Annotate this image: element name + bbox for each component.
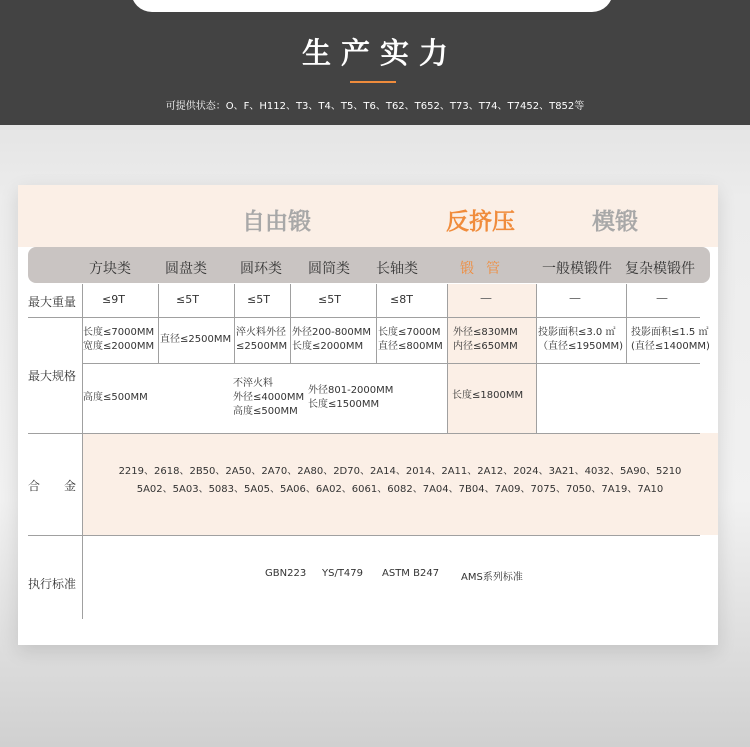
weight-general-die: — [569, 291, 581, 305]
sub-block: 方块类 [89, 261, 131, 277]
sub-disc: 圆盘类 [165, 261, 207, 277]
row-divider [28, 535, 700, 536]
spec-shaft-diameter: 直径≤800MM [378, 341, 443, 352]
standard-item: AMS系列标准 [461, 572, 523, 583]
weight-ring: ≤5T [247, 293, 270, 306]
alloy-list-line-1: 2219、2618、2B50、2A50、2A70、2A80、2D70、2A14、2014、2A11、2A12、2024、3A21、4032、5A90、5210 [118, 466, 682, 477]
page-title: 生产实力 [301, 36, 458, 70]
column-divider [234, 284, 235, 363]
row-label-standards: 执行标准 [28, 577, 77, 591]
capability-table [18, 185, 718, 645]
weight-complex-die: — [656, 291, 668, 305]
weight-cylinder: ≤5T [318, 293, 341, 306]
spec-tube-length: 长度≤1800MM [452, 390, 524, 401]
spec-block-height: 高度≤500MM [83, 392, 148, 403]
category-free-forging: 自由锻 [242, 209, 311, 235]
sub-shaft: 长轴类 [376, 261, 418, 277]
category-extrusion: 反挤压 [446, 209, 515, 235]
spec-shaft-length: 长度≤7000M [378, 327, 441, 338]
sub-cylinder: 圆筒类 [308, 261, 350, 277]
spec-ring-quenched-od: ≤2500MM [236, 341, 288, 352]
alloy-list-line-2: 5A02、5A03、5083、5A05、5A06、6A02、6061、6082、7A04、7B04、7A09、7075、7050、7A19、7A10 [136, 484, 664, 495]
standard-item: ASTM B247 [382, 568, 440, 579]
column-divider [536, 284, 537, 433]
spec-cylinder-od: 外径200-800MM [292, 327, 372, 338]
spec-cylinder-length: 长度≤2000MM [292, 341, 364, 352]
spec-complex-diameter: (直径≤1400MM) [631, 341, 710, 352]
standard-item: YS/T479 [322, 568, 364, 579]
spec-general-diameter: （直径≤1950MM) [538, 341, 623, 352]
sub-ring: 圆环类 [240, 261, 282, 277]
spec-tube-id: 内径≤650MM [453, 341, 518, 352]
column-divider [290, 284, 291, 363]
weight-tube: — [480, 291, 492, 305]
sub-general-die: 一般模锻件 [542, 261, 612, 277]
spec-ring-quenched: 淬火料外径 [236, 327, 286, 338]
standard-item: GBN223 [265, 568, 307, 579]
weight-shaft: ≤8T [390, 293, 413, 306]
spec-disc-diameter: 直径≤2500MM [160, 334, 232, 345]
column-divider [447, 284, 448, 433]
title-underline [350, 81, 396, 83]
row-divider [82, 363, 700, 364]
category-die-forging: 模锻 [592, 209, 638, 235]
row-divider [28, 433, 700, 434]
column-divider [158, 284, 159, 363]
sub-tube: 锻管 [460, 261, 512, 277]
row-label-alloy: 合 金 [28, 479, 77, 493]
spec-ring-height: 高度≤500MM [233, 406, 298, 417]
tube-column-shade [447, 284, 536, 433]
spec-general-area: 投影面积≤3.0 ㎡ [538, 327, 616, 338]
spec-tube-od: 外径≤830MM [453, 327, 518, 338]
weight-disc: ≤5T [176, 293, 199, 306]
spec-block-width: 宽度≤2000MM [83, 341, 155, 352]
spec-ring-unquenched: 不淬火料 [233, 378, 273, 389]
spec-ring-unquenched-od: 外径≤4000MM [233, 392, 305, 403]
row-label-max-weight: 最大重量 [28, 295, 77, 309]
sub-complex-die: 复杂模锻件 [625, 261, 695, 277]
weight-block: ≤9T [102, 293, 125, 306]
available-states: 可提供状态：O、F、H112、T3、T4、T5、T6、T62、T652、T73、T74、T7452、T852等 [165, 101, 585, 112]
spec-cylinder-length-large: 长度≤1500MM [308, 399, 380, 410]
column-divider [376, 284, 377, 363]
search-bar[interactable] [131, 0, 613, 12]
spec-block-length: 长度≤7000MM [83, 327, 155, 338]
spec-cylinder-od-large: 外径801-2000MM [308, 385, 394, 396]
row-divider [28, 317, 700, 318]
row-label-max-spec: 最大规格 [28, 369, 77, 383]
spec-complex-area: 投影面积≤1.5 ㎡ [631, 327, 709, 338]
column-divider [626, 284, 627, 363]
header-band [0, 0, 750, 125]
